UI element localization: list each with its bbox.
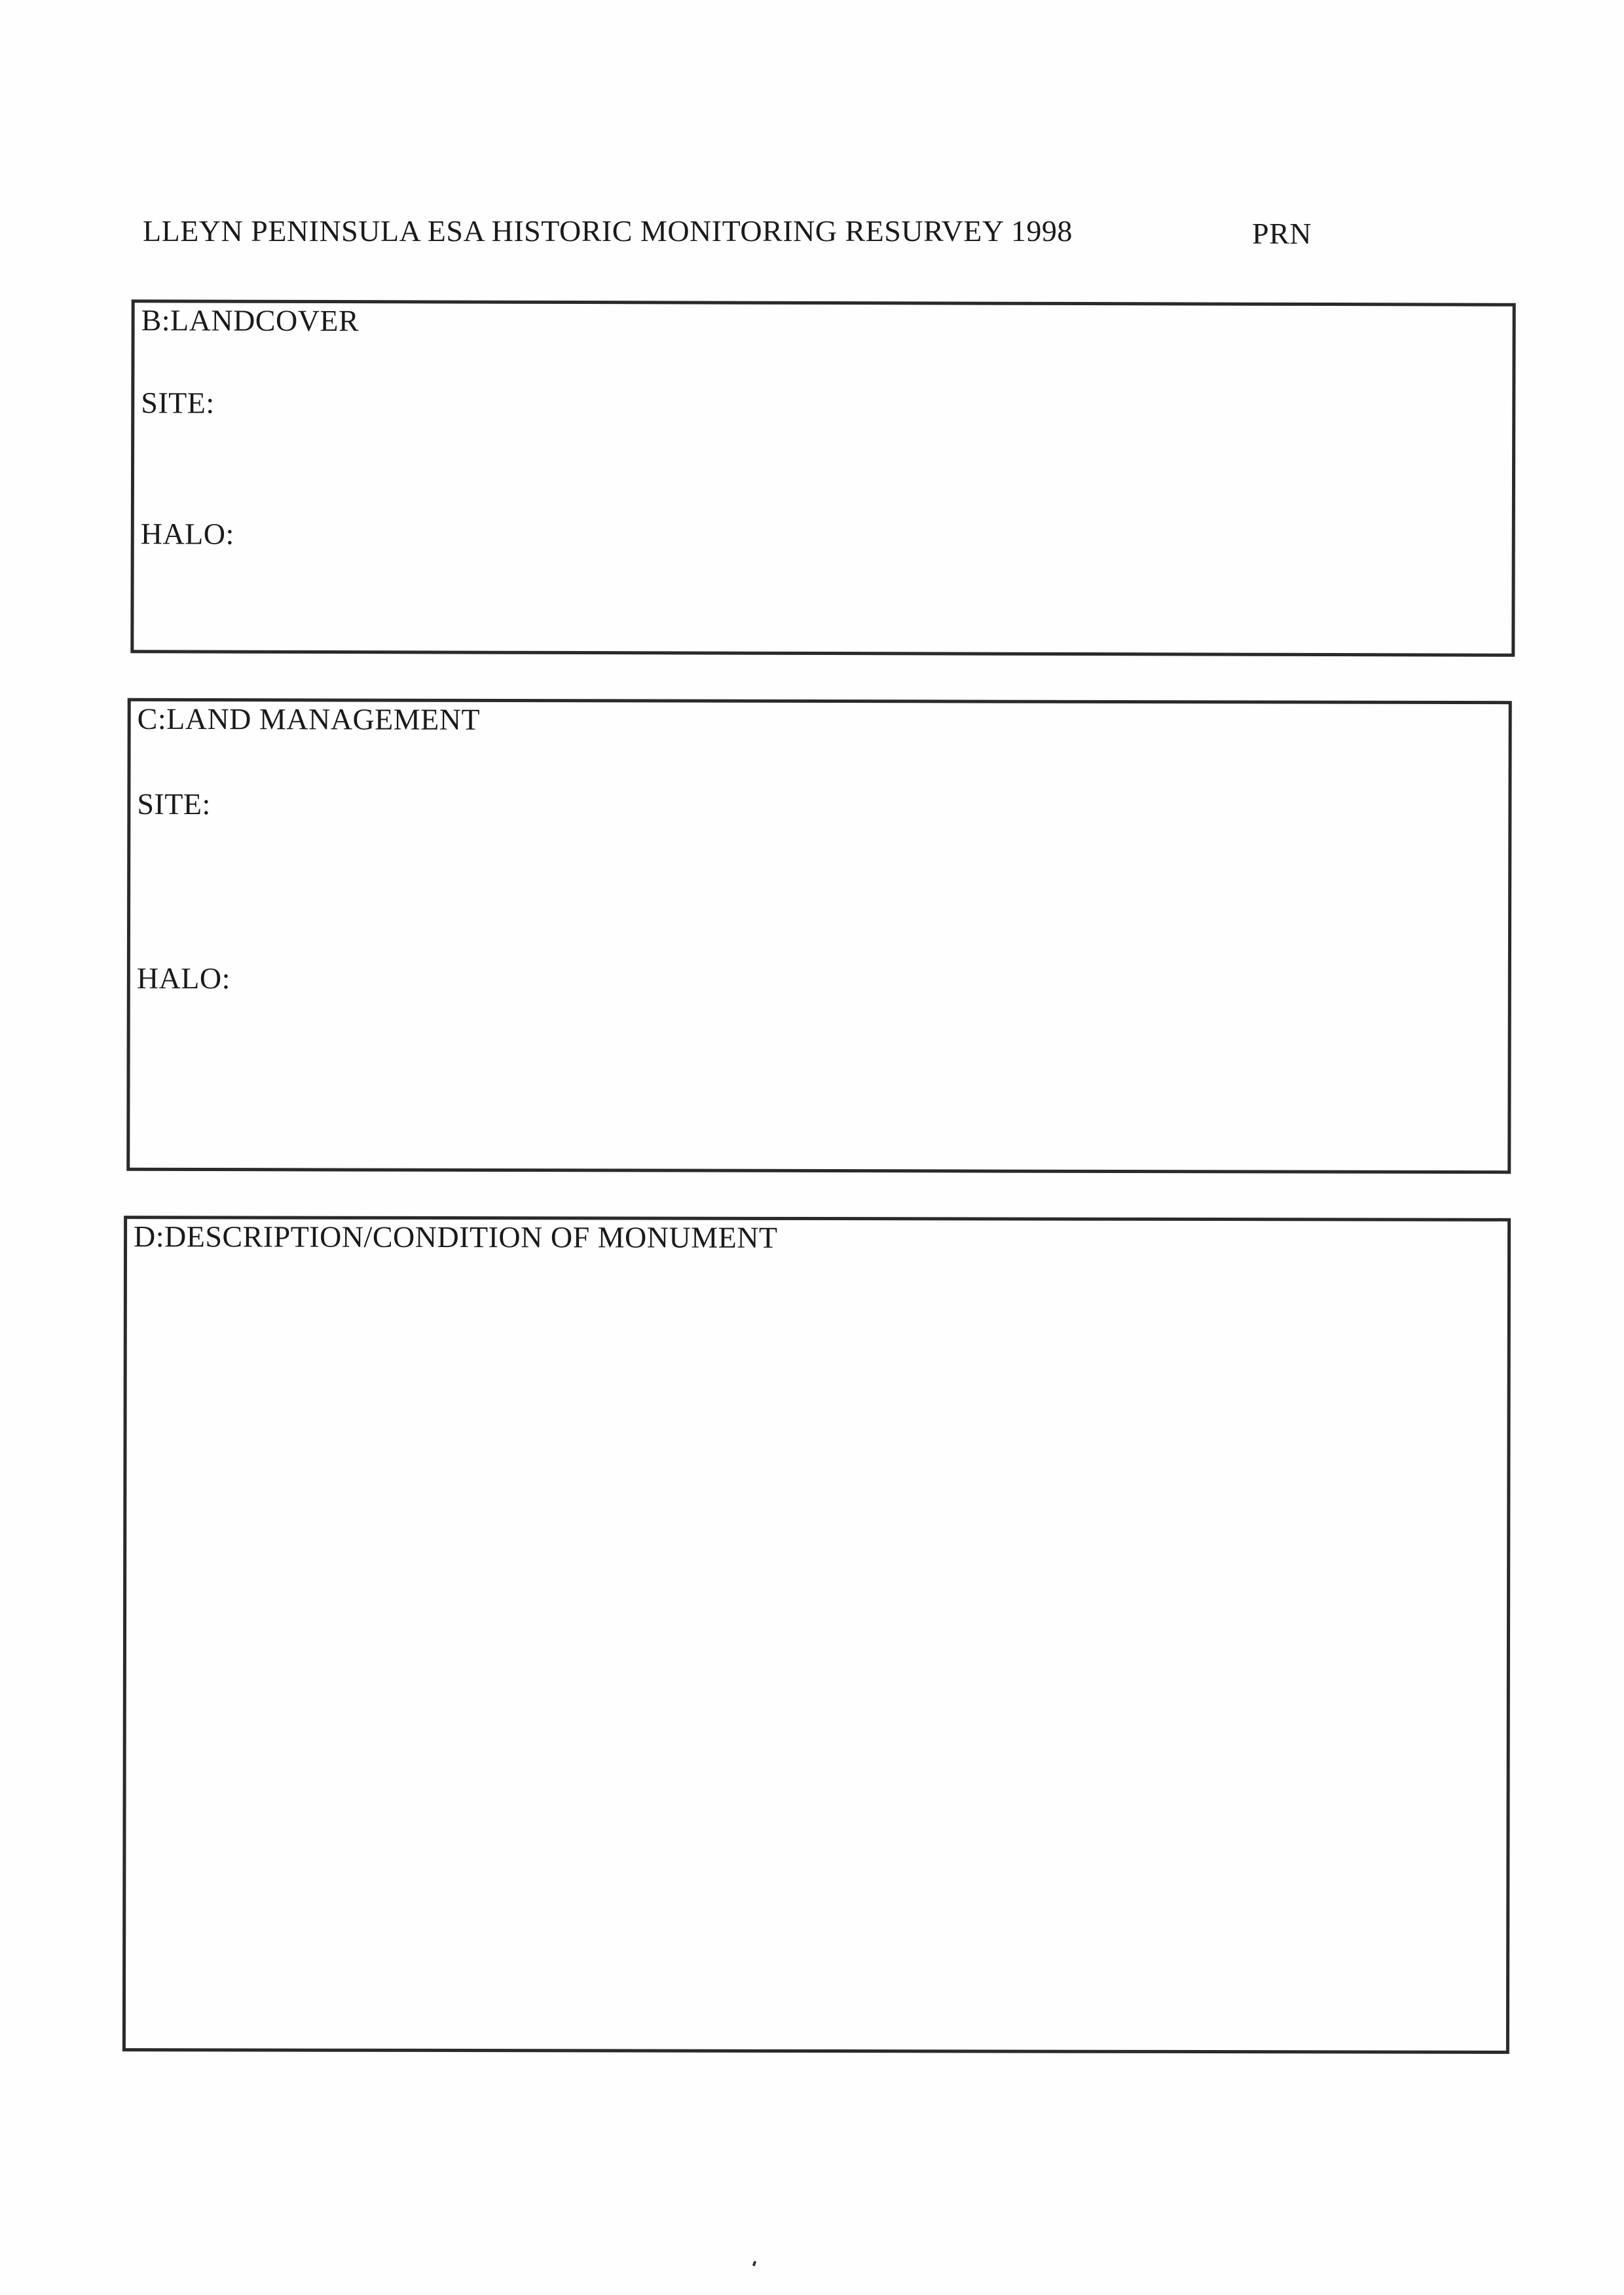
landcover-section [130,299,1515,657]
landcover-site-label: SITE: [141,386,215,420]
description-section [122,1216,1511,2054]
description-field[interactable] [139,1271,1494,2038]
land-management-halo-label: HALO: [136,961,231,996]
land-management-section [126,698,1512,1174]
landcover-site-field[interactable] [304,382,1499,424]
form-title: LLEYN PENINSULA ESA HISTORIC MONITORING RESURVEY 1998 [143,214,1073,248]
land-management-halo-field[interactable] [301,957,1495,999]
landcover-heading: B:LANDCOVER [141,303,360,338]
prn-label: PRN [1252,217,1312,250]
landcover-halo-field[interactable] [304,513,1499,555]
land-management-heading: C:LAND MANAGEMENT [137,701,481,736]
description-heading: D:DESCRIPTION/CONDITION OF MONUMENT [134,1220,778,1254]
scan-speck [752,2261,756,2267]
land-management-site-label: SITE: [137,787,211,821]
land-management-site-field[interactable] [301,783,1495,825]
landcover-halo-label: HALO: [140,517,234,551]
